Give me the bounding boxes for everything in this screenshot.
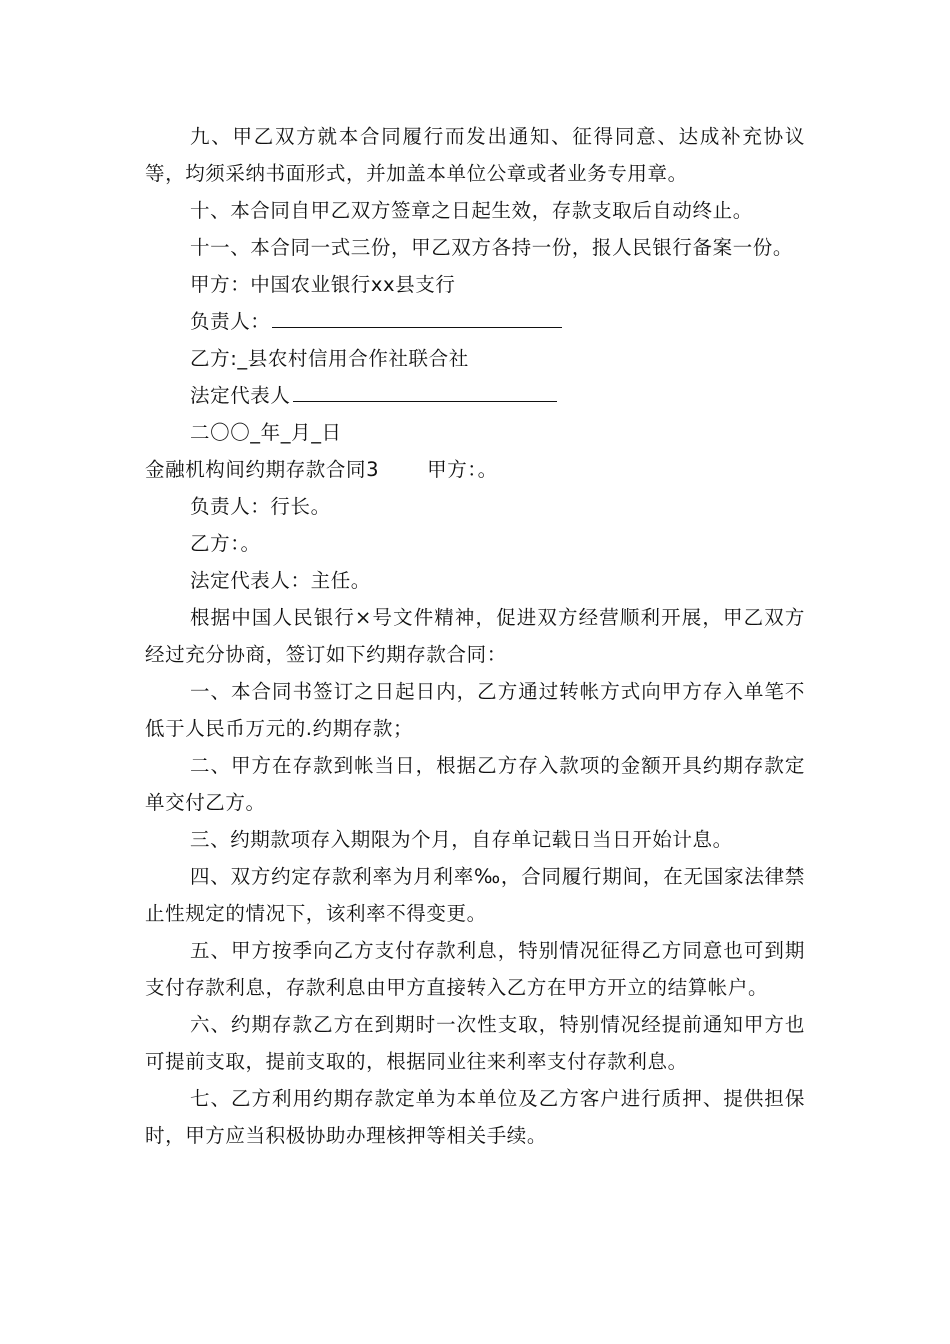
clause-5: 五、甲方按季向乙方支付存款利息，特别情况征得乙方同意也可到期支付存款利息，存款利息由甲方直接转入乙方在甲方开立的结算帐户。 [145,939,805,999]
legal-representative-director: 法定代表人：主任。 [190,569,371,592]
contract-title: 金融机构间约期存款合同3 [145,458,380,481]
clause-6: 六、约期存款乙方在到期时一次性支取，特别情况经提前通知甲方也可提前支取，提前支取的，根据同业往来利率支付存款利息。 [145,1013,805,1073]
responsible-person-president: 负责人：行长。 [190,495,331,518]
clause-10: 十、本合同自甲乙双方签章之日起生效，存款支取后自动终止。 [190,199,753,222]
party-b-line: 乙方:_县农村信用合作社联合社 [190,347,469,370]
responsible-person-label: 负责人： [190,310,271,333]
party-a-heading: 甲方：。 [427,458,498,481]
clause-11: 十一、本合同一式三份，甲乙双方各持一份，报人民银行备案一份。 [190,236,794,259]
party-b-heading: 乙方：。 [190,532,261,555]
clause-4: 四、双方约定存款利率为月利率‰，合同履行期间，在无国家法律禁止性规定的情况下，该利率不得变更。 [145,865,805,925]
party-a-line: 甲方：中国农业银行xx县支行 [190,273,456,296]
signature-blank [272,305,562,328]
responsible-person-line [145,303,805,340]
legal-representative-line [145,377,805,414]
preamble: 根据中国人民银行×号文件精神，促进双方经营顺利开展，甲乙双方经过充分协商，签订如下约期存款合同： [145,606,805,666]
document-body [145,118,805,1154]
legal-representative-label: 法定代表人 [190,384,291,407]
signature-blank [293,379,557,402]
clause-2: 二、甲方在存款到帐当日，根据乙方存入款项的金额开具约期存款定单交付乙方。 [145,754,805,814]
date-line: 二〇〇_年_月_日 [190,421,342,444]
clause-7: 七、乙方利用约期存款定单为本单位及乙方客户进行质押、提供担保时，甲方应当积极协助办理核押等相关手续。 [145,1087,805,1147]
clause-3: 三、约期款项存入期限为个月，自存单记载日当日开始计息。 [190,828,733,851]
contract-title-line [145,451,805,488]
clause-1: 一、本合同书签订之日起日内，乙方通过转帐方式向甲方存入单笔不低于人民币万元的.约期存款； [145,680,805,740]
clause-9: 九、甲乙双方就本合同履行而发出通知、征得同意、达成补充协议等，均须采纳书面形式，并加盖本单位公章或者业务专用章。 [145,125,805,185]
